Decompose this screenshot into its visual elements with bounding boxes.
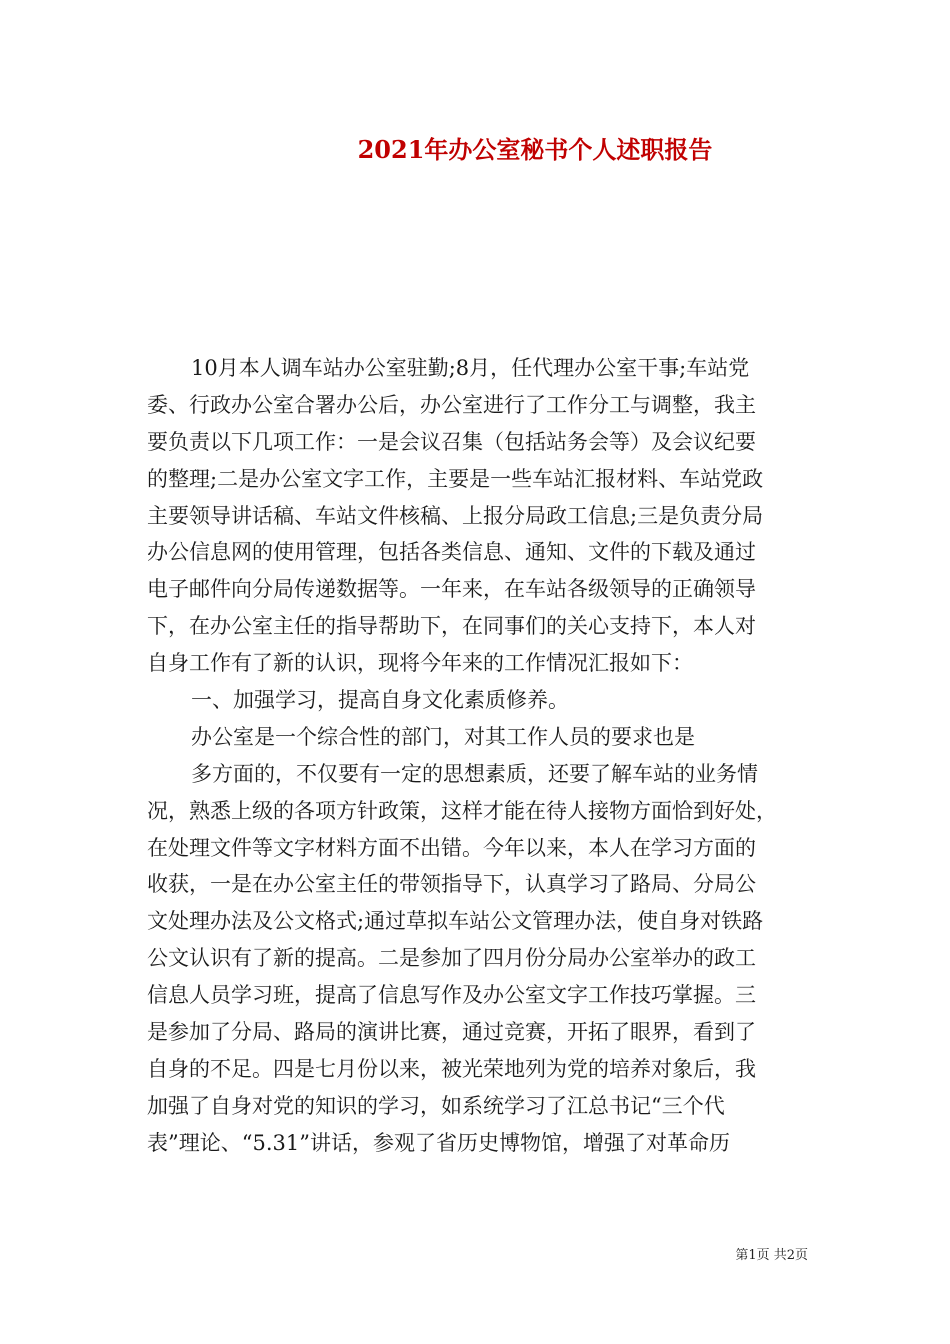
page-footer: 第1页 共2页: [735, 1248, 808, 1263]
body-line: 电子邮件向分局传递数据等。一年来，在车站各级领导的正确领导: [147, 577, 756, 602]
document-body: [147, 350, 819, 1162]
body-line: 公文认识有了新的提高。二是参加了四月份分局办公室举办的政工: [147, 946, 756, 971]
body-line: 加强了自身对党的知识的学习，如系统学习了江总书记“三个代: [147, 1093, 725, 1118]
body-line: 委、行政办公室合署办公后，办公室进行了工作分工与调整，我主: [147, 392, 756, 417]
body-line: 一、加强学习，提高自身文化素质修养。: [191, 688, 569, 713]
body-line: 信息人员学习班，提高了信息写作及办公室文字工作技巧掌握。三: [147, 983, 756, 1008]
body-line: 况，熟悉上级的各项方针政策，这样才能在待人接物方面恰到好处，: [147, 798, 777, 823]
body-line: 要负责以下几项工作：一是会议召集（包括站务会等）及会议纪要: [147, 429, 756, 454]
body-line: 多方面的，不仅要有一定的思想素质，还要了解车站的业务情: [191, 761, 758, 786]
body-line: 收获，一是在办公室主任的带领指导下，认真学习了路局、分局公: [147, 872, 756, 897]
body-line: 的整理;二是办公室文字工作，主要是一些车站汇报材料、车站党政: [147, 466, 764, 491]
body-line: 主要领导讲话稿、车站文件核稿、上报分局政工信息;三是负责分局: [147, 503, 764, 528]
body-line: 自身的不足。四是七月份以来，被光荣地列为党的培养对象后，我: [147, 1056, 756, 1081]
body-line: 自身工作有了新的认识，现将今年来的工作情况汇报如下：: [147, 651, 693, 676]
body-line: 文处理办法及公文格式;通过草拟车站公文管理办法，使自身对铁路: [147, 909, 764, 934]
body-line: 10月本人调车站办公室驻勤;8月，任代理办公室干事;车站党: [191, 356, 750, 380]
body-line: 办公信息网的使用管理，包括各类信息、通知、文件的下载及通过: [147, 540, 756, 565]
document-title: 2021年办公室秘书个人述职报告: [357, 135, 713, 164]
body-line: 表”理论、“5.31”讲话，参观了省历史博物馆，增强了对革命历: [147, 1130, 730, 1155]
body-line: 下，在办公室主任的指导帮助下，在同事们的关心支持下，本人对: [147, 614, 756, 639]
body-line: 在处理文件等文字材料方面不出错。今年以来，本人在学习方面的: [147, 835, 756, 860]
body-line: 办公室是一个综合性的部门，对其工作人员的要求也是: [191, 724, 695, 749]
body-line: 是参加了分局、路局的演讲比赛，通过竞赛，开拓了眼界，看到了: [147, 1020, 756, 1045]
